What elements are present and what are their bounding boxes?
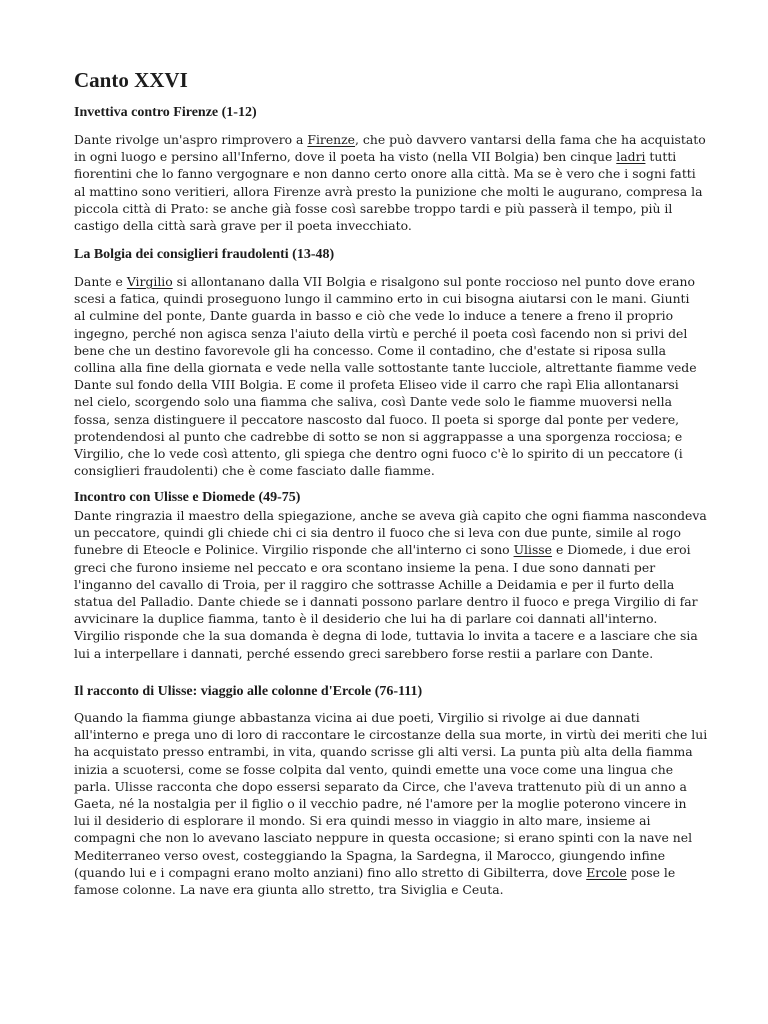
text-segment: protendendosi al punto che cadrebbe di sotto se non si aggrappasse a una sporgenza rocciosa; e xyxy=(74,428,683,444)
text-segment: scesi a fatica, quindi proseguono lungo il cammino erto in cui bisogna aiutarsi con le mani. Giunti xyxy=(74,291,690,307)
section-heading-ulisse-diomede: Incontro con Ulisse e Diomede (49-75) xyxy=(74,490,301,505)
text-segment: al mattino sono veritieri, allora Firenze avrà presto la punizione che molti le augurano, compresa la xyxy=(74,183,703,199)
text-line xyxy=(74,645,704,662)
page-title: Canto XXVI xyxy=(74,68,188,92)
section-text-bolgia xyxy=(74,273,704,479)
text-segment: castigo della città sarà grave per il poeta invecchiato. xyxy=(74,218,412,234)
text-segment: piccola città di Prato: se anche già fosse così sarebbe troppo tardi e più passerà il tempo, più il xyxy=(74,200,673,216)
text-line xyxy=(74,393,704,410)
link-virgilio[interactable]: Virgilio xyxy=(126,274,173,289)
text-line xyxy=(74,307,704,324)
text-segment: funebre di Eteocle e Polinice. Virgilio risponde che all'interno ci sono xyxy=(74,542,514,558)
text-segment: inizia a scuotersi, come se fosse colpita dal vento, quindi emette una voce come una lingua che xyxy=(74,761,674,777)
text-line xyxy=(74,342,704,359)
text-line xyxy=(74,445,704,462)
text-segment: Dante e xyxy=(74,274,127,289)
text-line xyxy=(74,524,704,541)
text-line xyxy=(74,507,707,524)
text-line xyxy=(74,610,704,627)
text-segment: ha acquistato presso entrambi, in vita, quando scrisse gli alti versi. La punta più alta della fiamma xyxy=(74,744,693,760)
text-line xyxy=(74,165,704,182)
link-ercole[interactable]: Ercole xyxy=(586,864,627,880)
text-segment: consiglieri fraudolenti) che è come fasciato dalle fiamme. xyxy=(74,463,435,479)
text-line xyxy=(74,183,704,200)
text-segment: Gaeta, né la nostalgia per il figlio o il vecchio padre, né l'amore per la moglie poterono vincere in xyxy=(74,796,687,812)
text-line xyxy=(74,359,704,376)
text-segment: Virgilio, che lo vede così attento, gli spiega che dentro ogni fuoco c'è lo spirito di un peccatore (i xyxy=(74,446,683,462)
section-heading-bolgia: La Bolgia dei consiglieri fraudolenti (13-48) xyxy=(74,247,335,262)
text-line xyxy=(74,726,708,743)
section-text-invettiva xyxy=(74,131,704,234)
text-segment: ingegno, perché non agisca senza l'aiuto della virtù e perché il poeta così facendo non si privi del xyxy=(74,325,688,341)
text-line xyxy=(74,881,704,898)
text-segment: (quando lui e i compagni erano molto anziani) fino allo stretto di Gibilterra, dove xyxy=(74,864,587,880)
text-line xyxy=(74,743,704,760)
text-line xyxy=(74,829,704,846)
text-line xyxy=(74,795,704,812)
section-heading-invettiva: Invettiva contro Firenze (1-12) xyxy=(74,105,257,120)
text-line xyxy=(74,627,704,644)
text-segment: un peccatore, quindi gli chiede chi ci sia dentro il fuoco che si leva con due punte, simile al rogo xyxy=(74,525,681,541)
section-text-ulisse-diomede xyxy=(74,507,707,662)
text-segment: lui a interpellare i dannati, perché essendo greci sarebbero forse restii a parlare con Dante. xyxy=(74,645,654,661)
text-segment: fiorentini che lo fanno vergognare e non danno certo onore alla città. Ma se è vero che i sogni fatti xyxy=(74,166,696,182)
text-line xyxy=(74,428,704,445)
text-segment: nel cielo, scorgendo solo una fiamma che saliva, così Dante vede solo le fiamme muoversi nella xyxy=(74,394,672,410)
text-segment: e Diomede, i due eroi xyxy=(552,542,691,558)
text-segment: Quando la fiamma giunge abbastanza vicina ai due poeti, Virgilio si rivolge ai due dannati xyxy=(74,710,640,725)
text-segment: parla. Ulisse racconta che dopo essersi separato da Circe, che l'aveva trattenuto più di un anno a xyxy=(74,778,687,794)
link-ulisse[interactable]: Ulisse xyxy=(513,542,552,558)
section-text-racconto-ulisse xyxy=(74,709,708,898)
text-segment: in ogni luogo e persino all'Inferno, dove il poeta ha visto (nella VII Bolgia) ben cinque xyxy=(74,149,617,165)
text-line xyxy=(74,709,704,726)
text-segment: lui il desiderio di esplorare il mondo. Si era quindi messo in viaggio in alto mare, insieme ai xyxy=(74,813,651,829)
text-line xyxy=(74,559,704,576)
text-line xyxy=(74,376,704,393)
text-segment: pose le xyxy=(626,864,676,880)
text-segment: all'interno e prega uno di loro di raccontare le circostanze della sua morte, in virtù dei meriti che lui xyxy=(74,727,708,743)
section-heading-racconto-ulisse: Il racconto di Ulisse: viaggio alle colonne d'Ercole (76-111) xyxy=(74,684,423,699)
text-segment: Dante sul fondo della VIII Bolgia. E come il profeta Eliseo vide il carro che rapì Elia allontanarsi xyxy=(74,377,679,393)
text-segment: tutti xyxy=(645,149,677,165)
text-segment: famose colonne. La nave era giunta allo stretto, tra Siviglia e Ceuta. xyxy=(74,882,504,898)
text-line xyxy=(74,200,704,217)
text-segment: si allontanano dalla VII Bolgia e risalgono sul ponte roccioso nel punto dove erano xyxy=(172,274,695,289)
text-line xyxy=(74,411,704,428)
text-segment: Dante rivolge un'aspro rimprovero a xyxy=(74,132,308,147)
text-segment: compagni che non lo avevano lasciato neppure in questa occasione; si erano spinti con la nave nel xyxy=(74,830,693,846)
text-line xyxy=(74,576,704,593)
text-line xyxy=(74,131,704,148)
text-line xyxy=(74,541,704,558)
text-segment: statua del Palladio. Dante chiede se i dannati possono parlare dentro il fuoco e prega Virgilio di far xyxy=(74,594,698,610)
text-line xyxy=(74,812,704,829)
text-line xyxy=(74,593,704,610)
text-segment: fossa, senza distinguere il peccatore nascosto dal fuoco. Il poeta si sporge dal ponte per vedere, xyxy=(74,411,680,427)
text-line xyxy=(74,273,704,290)
text-segment: Virgilio risponde che la sua domanda è degna di lode, tuttavia lo invita a tacere e a lasciare che sia xyxy=(74,628,698,644)
text-segment: Mediterraneo verso ovest, costeggiando la Spagna, la Sardegna, il Marocco, giungendo infine xyxy=(74,847,666,863)
text-line xyxy=(74,847,704,864)
text-segment: collina alla fine della giornata e vede nella valle sottostante tante lucciole, altrettante fiamme vede xyxy=(74,360,697,376)
text-line xyxy=(74,290,704,307)
text-line xyxy=(74,761,704,778)
link-ladri[interactable]: ladri xyxy=(616,149,646,165)
text-line xyxy=(74,462,704,479)
text-line xyxy=(74,148,704,165)
text-segment: Dante ringrazia il maestro della spiegazione, anche se aveva già capito che ogni fiamma nascondeva xyxy=(74,508,707,523)
text-segment: l'inganno del cavallo di Troia, per il raggiro che sottrasse Achille a Deidamia e per il furto della xyxy=(74,576,675,592)
link-firenze[interactable]: Firenze xyxy=(307,132,356,147)
text-segment: , che può davvero vantarsi della fama che ha acquistato xyxy=(355,132,706,147)
text-segment: al culmine del ponte, Dante guarda in basso e ciò che vede lo induce a tenere a freno il proprio xyxy=(74,308,674,324)
text-line xyxy=(74,325,704,342)
text-line xyxy=(74,864,704,881)
text-line xyxy=(74,217,704,234)
text-segment: greci che furono insieme nel peccato e ora scontano insieme la pena. I due sono dannati per xyxy=(74,559,656,575)
text-line xyxy=(74,778,704,795)
text-segment: avvicinare la duplice fiamma, tanto è il desiderio che lui ha di parlare coi dannati all'interno. xyxy=(74,611,658,627)
text-segment: bene che un destino favorevole gli ha concesso. Come il contadino, che d'estate si riposa sulla xyxy=(74,342,667,358)
